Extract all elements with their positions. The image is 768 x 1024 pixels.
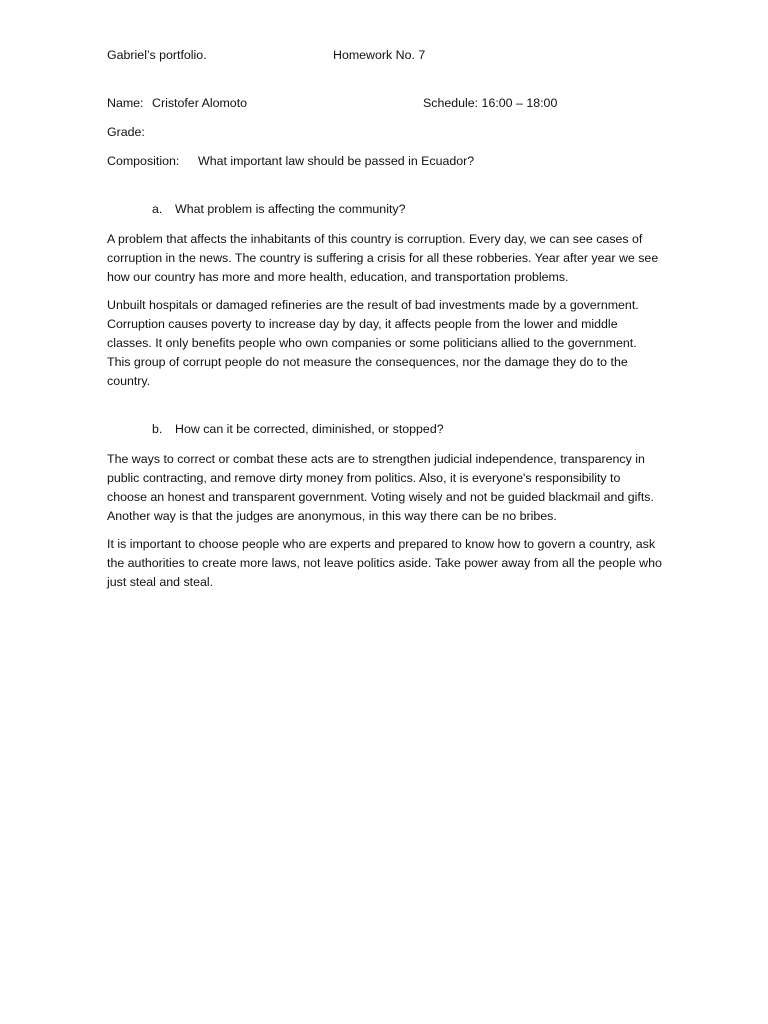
composition-row [107,152,663,171]
grade-row [107,123,663,142]
paragraph-a1: A problem that affects the inhabitants of this country is corruption. Every day, we can see cases of corruption in the news. The country is suffering a crisis for all these robberies. Year after year we see how our country has more and more health, education, and transportation problems. [107,232,659,284]
name-label: Name: [107,96,144,110]
student-name: Cristofer Alomoto [152,96,248,110]
question-a [107,200,663,219]
paragraph-b2: It is important to choose people who are experts and prepared to know how to govern a country, ask the authorities to create more laws, not leave politics aside. Take power away from all the people who just steal and steal. [107,537,662,589]
composition-topic: What important law should be passed in Ecuador? [198,154,475,168]
document-body [107,46,663,592]
name-row [107,94,663,113]
question-b-marker: b. [152,422,163,436]
question-b [107,420,663,439]
portfolio-title: Gabriel’s portfolio. [107,48,207,62]
composition-label: Composition: [107,154,180,168]
grade-label: Grade: [107,125,145,139]
question-b-text: How can it be corrected, diminished, or stopped? [175,422,444,436]
question-a-marker: a. [152,202,163,216]
schedule: Schedule: 16:00 – 18:00 [423,96,558,110]
question-a-text: What problem is affecting the community? [175,202,406,216]
header-row [107,46,663,65]
paragraph-b1: The ways to correct or combat these acts are to strengthen judicial independence, transparency in public contracting, and remove dirty money from politics. Also, it is everyone's responsibility to choose an honest and transparent government. Voting wisely and not be guided blackmail and gifts. Another way is that the judges are anonymous, in this way there can be no bribes. [107,452,654,523]
homework-number: Homework No. 7 [333,48,426,62]
paragraph-a2: Unbuilt hospitals or damaged refineries are the result of bad investments made by a government. Corruption causes poverty to increase day by day, it affects people from the lower and middle classes. It only benefits people who own companies or some politicians allied to the government. This group of corrupt people do not measure the consequences, nor the damage they do to the country. [107,298,639,388]
